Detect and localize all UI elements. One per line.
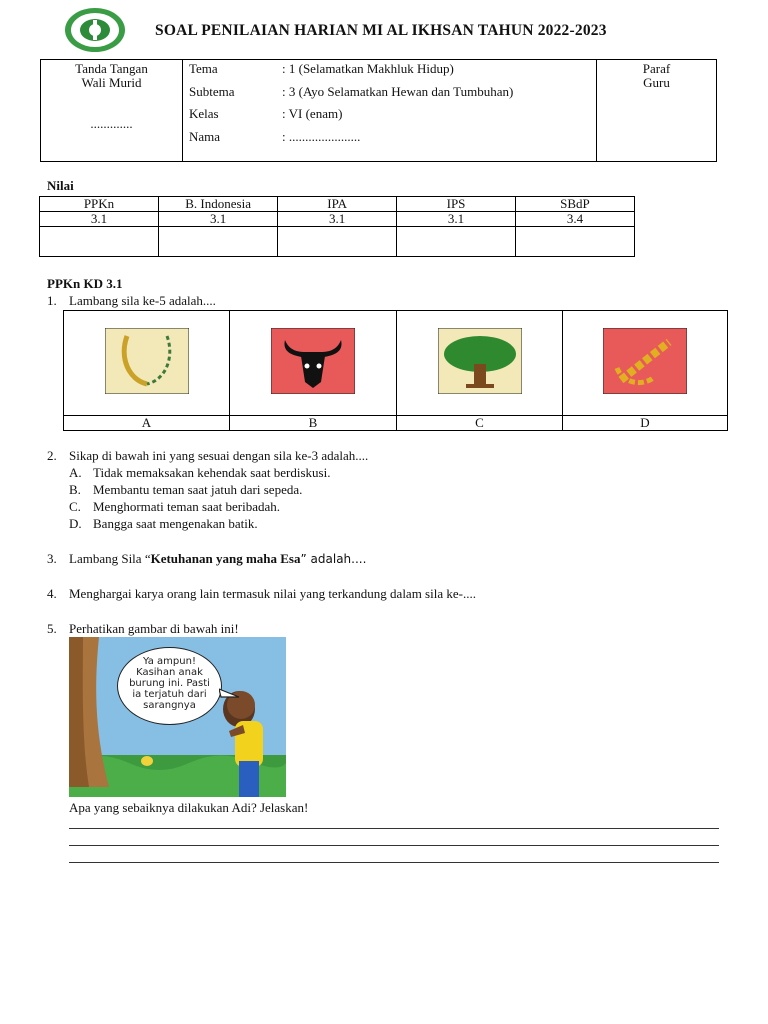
option-label: B xyxy=(230,416,397,431)
answer-option[interactable] xyxy=(69,515,727,532)
kd-cell: 3.1 xyxy=(159,212,278,227)
row-subtema xyxy=(183,83,596,106)
question-4 xyxy=(47,585,727,602)
question-text-bold: Ketuhanan yang maha Esa xyxy=(150,551,301,566)
question-3 xyxy=(47,550,727,567)
score-cell[interactable] xyxy=(278,227,397,257)
score-cell[interactable] xyxy=(40,227,159,257)
option-label: C xyxy=(397,416,563,431)
row-kelas xyxy=(183,105,596,128)
row-label: Nama xyxy=(189,128,221,144)
subject-cell: IPS xyxy=(397,197,516,212)
option-letter: B. xyxy=(69,482,81,497)
answer-option[interactable] xyxy=(69,498,727,515)
subject-cell: B. Indonesia xyxy=(159,197,278,212)
answer-line[interactable] xyxy=(69,862,719,863)
row-nama xyxy=(183,128,596,151)
option-letter: D. xyxy=(69,516,82,531)
option-label: D xyxy=(563,416,728,431)
bubble-line: sarangnya xyxy=(143,700,196,711)
signature-dots: ............. xyxy=(90,116,133,131)
padi-kapas-icon xyxy=(105,328,189,394)
question-2 xyxy=(47,447,727,532)
row-value: : ...................... xyxy=(282,128,361,144)
row-value: : 3 (Ayo Selamatkan Hewan dan Tumbuhan) xyxy=(282,83,514,99)
option-letter: C. xyxy=(69,499,81,514)
row-tema xyxy=(183,60,596,83)
answer-line[interactable] xyxy=(69,845,719,846)
answer-line[interactable] xyxy=(69,828,719,829)
speech-bubble xyxy=(117,647,222,725)
q5-prompt: Apa yang sebaiknya dilakukan Adi? Jelaskan! xyxy=(69,800,309,815)
row-value: : 1 (Selamatkan Makhluk Hidup) xyxy=(282,61,454,76)
subjects-row xyxy=(40,197,635,212)
paraf-label-2: Guru xyxy=(643,75,670,90)
emblem-options-table xyxy=(63,310,728,431)
question-text: Lambang sila ke-5 adalah.... xyxy=(69,293,216,308)
signature-label-2: Wali Murid xyxy=(81,75,142,90)
option-letter: A. xyxy=(69,465,82,480)
pohon-beringin-icon xyxy=(438,328,522,394)
score-cell[interactable] xyxy=(159,227,278,257)
question-number: 5. xyxy=(47,621,57,636)
question-1 xyxy=(47,292,216,309)
row-label: Subtema xyxy=(189,83,235,99)
story-illustration xyxy=(69,637,286,797)
banteng-icon xyxy=(271,328,355,394)
row-label: Kelas xyxy=(189,106,219,121)
kd-cell: 3.1 xyxy=(397,212,516,227)
option-text: Membantu teman saat jatuh dari sepeda. xyxy=(93,482,303,497)
school-logo xyxy=(62,6,128,54)
score-cell[interactable] xyxy=(515,227,634,257)
nilai-label: Nilai xyxy=(47,178,74,193)
option-label: A xyxy=(64,416,230,431)
subject-cell: PPKn xyxy=(40,197,159,212)
answer-option[interactable] xyxy=(69,481,727,498)
section-heading: PPKn KD 3.1 xyxy=(47,276,123,291)
subject-cell: IPA xyxy=(278,197,397,212)
option-a-image[interactable] xyxy=(64,311,230,416)
score-row xyxy=(40,227,635,257)
student-info-table xyxy=(40,59,717,162)
question-5 xyxy=(47,620,727,637)
kd-cell: 3.1 xyxy=(40,212,159,227)
bubble-line: burung ini. Pasti xyxy=(129,678,210,689)
paraf-cell xyxy=(597,60,717,162)
option-c-image[interactable] xyxy=(397,311,563,416)
row-value: : VI (enam) xyxy=(282,106,343,121)
page-title: SOAL PENILAIAN HARIAN MI AL IKHSAN TAHUN 2022-2023 xyxy=(155,22,607,39)
signature-cell xyxy=(41,60,183,162)
answer-option[interactable] xyxy=(69,464,727,481)
paraf-label-1: Paraf xyxy=(642,61,671,76)
option-text: Bangga saat mengenakan batik. xyxy=(93,516,258,531)
bubble-line: Ya ampun! xyxy=(143,656,196,667)
bubble-line: ia terjatuh dari xyxy=(132,689,207,700)
question-number: 4. xyxy=(47,586,57,601)
signature-label-1: Tanda Tangan xyxy=(75,61,148,76)
option-d-image[interactable] xyxy=(563,311,728,416)
question-text-pre: Lambang Sila “ xyxy=(69,551,151,566)
question-number: 1. xyxy=(47,293,57,308)
kd-row xyxy=(40,212,635,227)
identity-cell xyxy=(183,60,597,162)
score-cell[interactable] xyxy=(397,227,516,257)
rantai-icon xyxy=(603,328,687,394)
question-text: Perhatikan gambar di bawah ini! xyxy=(69,621,239,636)
kd-cell: 3.1 xyxy=(278,212,397,227)
question-text: Sikap di bawah ini yang sesuai dengan sila ke-3 adalah.... xyxy=(69,448,369,463)
grades-table xyxy=(39,196,635,257)
option-text: Tidak memaksakan kehendak saat berdiskusi. xyxy=(93,465,331,480)
question-text-post: ” adalah.... xyxy=(300,552,367,566)
question-number: 2. xyxy=(47,448,57,463)
question-number: 3. xyxy=(47,551,57,566)
row-label: Tema xyxy=(189,61,218,76)
option-text: Menghormati teman saat beribadah. xyxy=(93,499,280,514)
kd-cell: 3.4 xyxy=(515,212,634,227)
subject-cell: SBdP xyxy=(515,197,634,212)
question-text: Menghargai karya orang lain termasuk nilai yang terkandung dalam sila ke-.... xyxy=(69,586,476,601)
option-b-image[interactable] xyxy=(230,311,397,416)
bubble-line: Kasihan anak xyxy=(136,667,203,678)
